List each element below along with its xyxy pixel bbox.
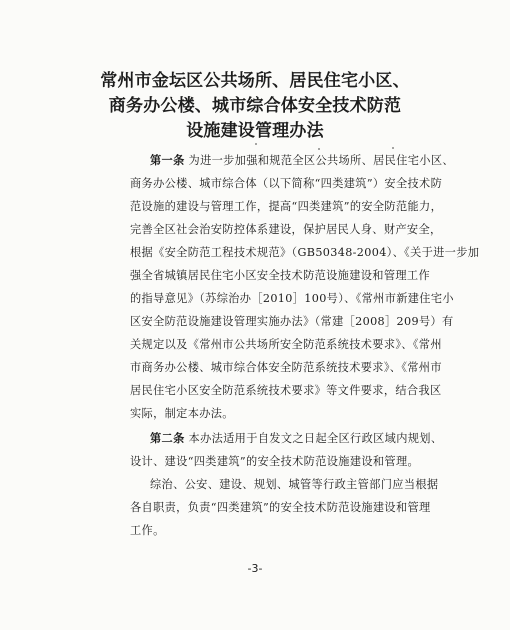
document-title-line-1: 常州市金坛区公共场所、居民住宅小区、 [100, 71, 410, 91]
article-1-line: 完善全区社会治安防控体系建设，保护居民人身、财产安全， [130, 223, 442, 236]
article-1-line: 强全省城镇居民住宅小区安全技术防范设施建设和管理工作 [130, 269, 430, 282]
article-1-line [150, 152, 454, 168]
paragraph-3-line: 各自职责，负责“四类建筑”的安全技术防范设施建设和管理 [130, 501, 431, 514]
article-1-line: 区安全防范设施建设管理实施办法》（常建［2008］209号）有 [130, 315, 454, 328]
article-1-line: 实际，制定本办法。 [130, 407, 234, 420]
article-2-text: 本办法适用于自发文之日起全区行政区域内规划、 [188, 432, 443, 445]
article-1-line: 市商务办公楼、城市综合体安全防范系统技术要求》、《常州市 [130, 361, 442, 374]
article-1-text: 为进一步加强和规范全区公共场所、居民住宅小区、 [188, 154, 454, 167]
paragraph-3-line: 综治、公安、建设、规划、城管等行政主管部门应当根据 [150, 478, 439, 491]
article-2-label: 第二条 [150, 431, 185, 445]
scan-speck [318, 148, 320, 150]
document-title-line-2: 商务办公楼、城市综合体安全技术防范 [108, 96, 402, 116]
article-1-line: 根据《安全防范工程技术规范》（GB50348-2004）、《关于进一步加 [130, 246, 480, 259]
article-1-label: 第一条 [150, 153, 185, 167]
page-number: -3- [247, 562, 263, 575]
document-title-line-3: 设施建设管理办法 [186, 121, 324, 141]
article-1-line: 的指导意见》（苏综治办［2010］100号）、《常州市新建住宅小 [130, 292, 454, 305]
article-1-line: 关规定以及《常州市公共场所安全防范系统技术要求》、《常州 [130, 338, 442, 351]
paragraph-3-line: 工作。 [130, 524, 165, 537]
article-1-line: 居民住宅小区安全防范系统技术要求》等文件要求，结合我区 [130, 384, 442, 397]
scan-speck [255, 143, 257, 145]
article-1-line: 商务办公楼、城市综合体（以下简称“四类建筑”）安全技术防 [130, 177, 443, 190]
scan-speck [392, 147, 394, 149]
article-2-line: 设计、建设“四类建筑”的安全技术防范设施建设和管理。 [130, 455, 420, 468]
article-2-line [150, 430, 442, 446]
article-1-line: 范设施的建设与管理工作，提高“四类建筑”的安全防范能力， [130, 200, 443, 213]
